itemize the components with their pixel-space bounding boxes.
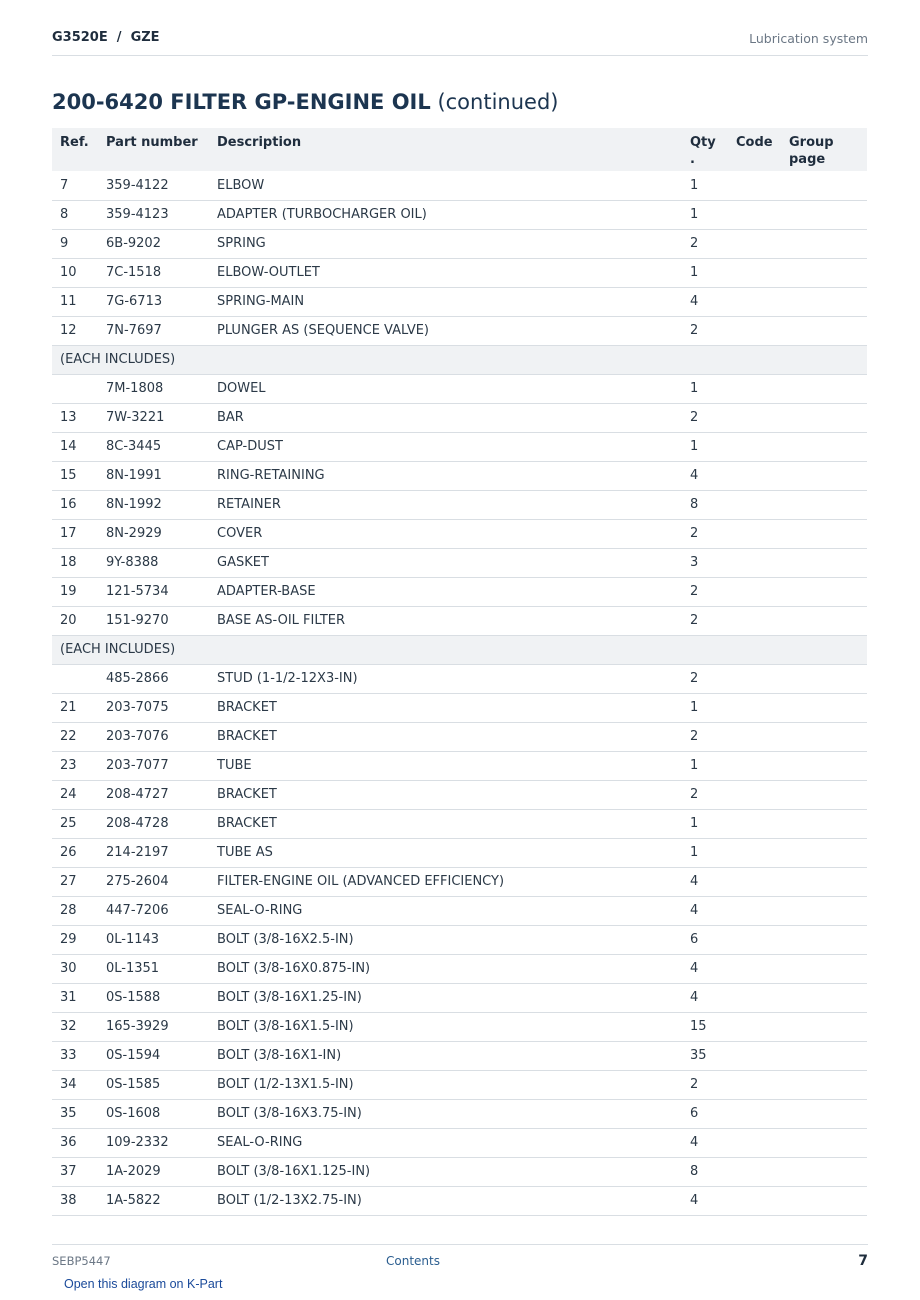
qty-cell: 4 [682,461,728,490]
group-label: (EACH INCLUDES) [52,345,867,374]
col-header-qty: Qty . [682,128,728,171]
table-row [52,432,867,461]
contents-link[interactable]: Contents [386,1254,440,1268]
group-page-cell [781,983,867,1012]
description-cell: BOLT (3/8-16X2.5-IN) [209,925,682,954]
description-cell: BAR [209,403,682,432]
part-number-cell: 7M-1808 [98,374,209,403]
description-cell: BOLT (3/8-16X1.125-IN) [209,1157,682,1186]
table-row [52,519,867,548]
code-cell [728,606,781,635]
group-page-cell [781,809,867,838]
qty-cell: 2 [682,519,728,548]
group-page-cell [781,1099,867,1128]
part-number-cell: 0S-1594 [98,1041,209,1070]
part-number-cell: 0S-1585 [98,1070,209,1099]
table-row [52,1041,867,1070]
code-cell [728,316,781,345]
code-cell [728,200,781,229]
qty-cell: 1 [682,809,728,838]
description-cell: BRACKET [209,780,682,809]
code-cell [728,1186,781,1215]
page-title [52,90,558,114]
group-page-cell [781,519,867,548]
qty-cell: 4 [682,1186,728,1215]
group-page-cell [781,693,867,722]
qty-cell: 4 [682,983,728,1012]
part-number-cell: 8C-3445 [98,432,209,461]
qty-cell: 6 [682,925,728,954]
table-group-row [52,345,867,374]
part-number-cell: 203-7076 [98,722,209,751]
qty-cell: 2 [682,403,728,432]
group-page-cell [781,171,867,200]
ref-cell: 32 [52,1012,98,1041]
part-number-cell: 1A-2029 [98,1157,209,1186]
ref-cell: 19 [52,577,98,606]
qty-cell: 1 [682,432,728,461]
part-number-cell: 7N-7697 [98,316,209,345]
table-row [52,577,867,606]
doc-title: G3520E / GZE [52,30,160,45]
description-cell: TUBE AS [209,838,682,867]
description-cell: DOWEL [209,374,682,403]
ref-cell: 36 [52,1128,98,1157]
group-page-cell [781,722,867,751]
part-number-cell: 447-7206 [98,896,209,925]
table-row [52,1070,867,1099]
part-number-cell: 1A-5822 [98,1186,209,1215]
description-cell: SEAL-O-RING [209,896,682,925]
ref-cell: 17 [52,519,98,548]
part-number-cell: 208-4727 [98,780,209,809]
table-row [52,809,867,838]
qty-cell: 1 [682,693,728,722]
group-page-cell [781,577,867,606]
part-number-cell: 7G-6713 [98,287,209,316]
ref-cell: 23 [52,751,98,780]
ref-cell: 34 [52,1070,98,1099]
qty-cell: 35 [682,1041,728,1070]
part-number-cell: 151-9270 [98,606,209,635]
part-number-cell: 121-5734 [98,577,209,606]
group-page-cell [781,432,867,461]
parts-table-body [52,171,867,1215]
ref-cell: 38 [52,1186,98,1215]
ref-cell: 31 [52,983,98,1012]
table-row [52,664,867,693]
code-cell [728,867,781,896]
description-cell: FILTER-ENGINE OIL (ADVANCED EFFICIENCY) [209,867,682,896]
description-cell: BOLT (1/2-13X1.5-IN) [209,1070,682,1099]
ref-cell: 33 [52,1041,98,1070]
code-cell [728,258,781,287]
group-page-cell [781,1186,867,1215]
qty-cell: 2 [682,722,728,751]
code-cell [728,1070,781,1099]
ref-cell: 10 [52,258,98,287]
ref-cell: 28 [52,896,98,925]
description-cell: ADAPTER-BASE [209,577,682,606]
qty-cell: 2 [682,606,728,635]
group-page-cell [781,1157,867,1186]
table-row [52,838,867,867]
ref-cell: 30 [52,954,98,983]
part-number-cell: 9Y-8388 [98,548,209,577]
table-row [52,403,867,432]
qty-cell: 1 [682,258,728,287]
part-number-cell: 359-4123 [98,200,209,229]
group-page-cell [781,287,867,316]
part-number-cell: 359-4122 [98,171,209,200]
code-cell [728,809,781,838]
qty-cell: 2 [682,664,728,693]
part-number-cell: 275-2604 [98,867,209,896]
table-row [52,954,867,983]
description-cell: RING-RETAINING [209,461,682,490]
table-row [52,722,867,751]
group-page-cell [781,258,867,287]
description-cell: BOLT (3/8-16X0.875-IN) [209,954,682,983]
ref-cell: 9 [52,229,98,258]
group-page-cell [781,1128,867,1157]
qty-cell: 4 [682,954,728,983]
table-row [52,490,867,519]
description-cell: COVER [209,519,682,548]
col-header-ref: Ref. [52,128,98,171]
part-number-cell: 208-4728 [98,809,209,838]
qty-cell: 2 [682,780,728,809]
group-page-cell [781,229,867,258]
qty-cell: 1 [682,838,728,867]
description-cell: RETAINER [209,490,682,519]
part-number-cell: 214-2197 [98,838,209,867]
description-cell: PLUNGER AS (SEQUENCE VALVE) [209,316,682,345]
group-page-cell [781,780,867,809]
group-page-cell [781,548,867,577]
qty-cell: 4 [682,1128,728,1157]
description-cell: SPRING [209,229,682,258]
ref-cell: 13 [52,403,98,432]
group-page-cell [781,867,867,896]
part-number-cell: 6B-9202 [98,229,209,258]
group-page-cell [781,838,867,867]
description-cell: BRACKET [209,809,682,838]
qty-cell: 2 [682,316,728,345]
ref-cell: 25 [52,809,98,838]
qty-cell: 2 [682,229,728,258]
code-cell [728,751,781,780]
part-number-cell: 7C-1518 [98,258,209,287]
code-cell [728,1128,781,1157]
code-cell [728,983,781,1012]
part-number-cell: 203-7075 [98,693,209,722]
table-row [52,461,867,490]
qty-cell: 4 [682,896,728,925]
code-cell [728,490,781,519]
code-cell [728,780,781,809]
col-header-description: Description [209,128,682,171]
page-footer [52,1244,868,1275]
qty-cell: 2 [682,577,728,606]
ref-cell: 22 [52,722,98,751]
qty-cell: 1 [682,200,728,229]
group-page-cell [781,606,867,635]
description-cell: BOLT (3/8-16X1-IN) [209,1041,682,1070]
ref-cell: 15 [52,461,98,490]
code-cell [728,722,781,751]
qty-cell: 4 [682,867,728,896]
table-row [52,925,867,954]
table-row [52,287,867,316]
code-cell [728,1157,781,1186]
part-number-cell: 109-2332 [98,1128,209,1157]
description-cell: ELBOW-OUTLET [209,258,682,287]
code-cell [728,229,781,258]
description-cell: CAP-DUST [209,432,682,461]
ref-cell: 12 [52,316,98,345]
code-cell [728,403,781,432]
code-cell [728,548,781,577]
table-row [52,374,867,403]
code-cell [728,287,781,316]
ref-cell: 37 [52,1157,98,1186]
part-number-cell: 8N-2929 [98,519,209,548]
code-cell [728,1012,781,1041]
part-number-cell: 203-7077 [98,751,209,780]
description-cell: ELBOW [209,171,682,200]
group-page-cell [781,751,867,780]
col-header-group-page: Group page [781,128,867,171]
description-cell: SEAL-O-RING [209,1128,682,1157]
part-number-cell: 0L-1351 [98,954,209,983]
table-row [52,200,867,229]
table-row [52,171,867,200]
table-row [52,780,867,809]
qty-cell: 1 [682,171,728,200]
code-cell [728,171,781,200]
part-number-cell: 8N-1991 [98,461,209,490]
part-number-cell: 7W-3221 [98,403,209,432]
table-row [52,1012,867,1041]
part-number-cell: 8N-1992 [98,490,209,519]
description-cell: STUD (1-1/2-12X3-IN) [209,664,682,693]
page-number: 7 [858,1253,868,1269]
code-cell [728,954,781,983]
code-cell [728,693,781,722]
code-cell [728,896,781,925]
table-row [52,867,867,896]
ref-cell [52,374,98,403]
page-title-suffix: (continued) [437,90,559,114]
description-cell: BASE AS-OIL FILTER [209,606,682,635]
part-number-cell: 0S-1608 [98,1099,209,1128]
code-cell [728,461,781,490]
group-page-cell [781,896,867,925]
section-name: Lubrication system [749,31,868,46]
group-page-cell [781,925,867,954]
description-cell: ADAPTER (TURBOCHARGER OIL) [209,200,682,229]
code-cell [728,1041,781,1070]
table-row [52,1128,867,1157]
group-page-cell [781,316,867,345]
part-number-cell: 485-2866 [98,664,209,693]
code-cell [728,374,781,403]
ref-cell: 16 [52,490,98,519]
part-number-cell: 0L-1143 [98,925,209,954]
table-group-row [52,635,867,664]
table-row [52,693,867,722]
qty-cell: 3 [682,548,728,577]
code-cell [728,838,781,867]
table-row [52,751,867,780]
group-page-cell [781,490,867,519]
qty-cell: 4 [682,287,728,316]
group-page-cell [781,374,867,403]
code-cell [728,519,781,548]
ref-cell: 29 [52,925,98,954]
description-cell: SPRING-MAIN [209,287,682,316]
col-header-code: Code [728,128,781,171]
qty-cell: 8 [682,490,728,519]
code-cell [728,432,781,461]
group-page-cell [781,200,867,229]
ref-cell: 21 [52,693,98,722]
ref-cell: 18 [52,548,98,577]
table-row [52,896,867,925]
ref-cell: 35 [52,1099,98,1128]
parts-table [52,128,867,1216]
table-row [52,258,867,287]
description-cell: TUBE [209,751,682,780]
table-row [52,316,867,345]
group-page-cell [781,461,867,490]
group-page-cell [781,1041,867,1070]
table-row [52,1186,867,1215]
description-cell: BRACKET [209,722,682,751]
code-cell [728,925,781,954]
qty-cell: 1 [682,374,728,403]
ref-cell [52,664,98,693]
description-cell: BOLT (3/8-16X3.75-IN) [209,1099,682,1128]
code-cell [728,577,781,606]
description-cell: BOLT (3/8-16X1.5-IN) [209,1012,682,1041]
group-page-cell [781,1070,867,1099]
qty-cell: 8 [682,1157,728,1186]
group-page-cell [781,954,867,983]
ref-cell: 24 [52,780,98,809]
table-row [52,548,867,577]
doc-number: SEBP5447 [52,1254,111,1268]
ref-cell: 14 [52,432,98,461]
kpart-diagram-link[interactable]: Open this diagram on K-Part [64,1277,223,1291]
ref-cell: 7 [52,171,98,200]
table-row [52,1157,867,1186]
ref-cell: 20 [52,606,98,635]
description-cell: BOLT (3/8-16X1.25-IN) [209,983,682,1012]
code-cell [728,664,781,693]
table-header-row [52,128,867,171]
page-header [52,22,868,56]
group-page-cell [781,403,867,432]
group-label: (EACH INCLUDES) [52,635,867,664]
table-row [52,983,867,1012]
part-number-cell: 165-3929 [98,1012,209,1041]
qty-cell: 15 [682,1012,728,1041]
description-cell: BRACKET [209,693,682,722]
qty-cell: 2 [682,1070,728,1099]
ref-cell: 11 [52,287,98,316]
table-row [52,229,867,258]
col-header-part-number: Part number [98,128,209,171]
code-cell [728,1099,781,1128]
qty-cell: 6 [682,1099,728,1128]
table-row [52,1099,867,1128]
ref-cell: 8 [52,200,98,229]
part-number-cell: 0S-1588 [98,983,209,1012]
group-page-cell [781,664,867,693]
page-title-main: 200-6420 FILTER GP-ENGINE OIL [52,90,431,114]
group-page-cell [781,1012,867,1041]
ref-cell: 27 [52,867,98,896]
description-cell: BOLT (1/2-13X2.75-IN) [209,1186,682,1215]
description-cell: GASKET [209,548,682,577]
ref-cell: 26 [52,838,98,867]
table-row [52,606,867,635]
qty-cell: 1 [682,751,728,780]
